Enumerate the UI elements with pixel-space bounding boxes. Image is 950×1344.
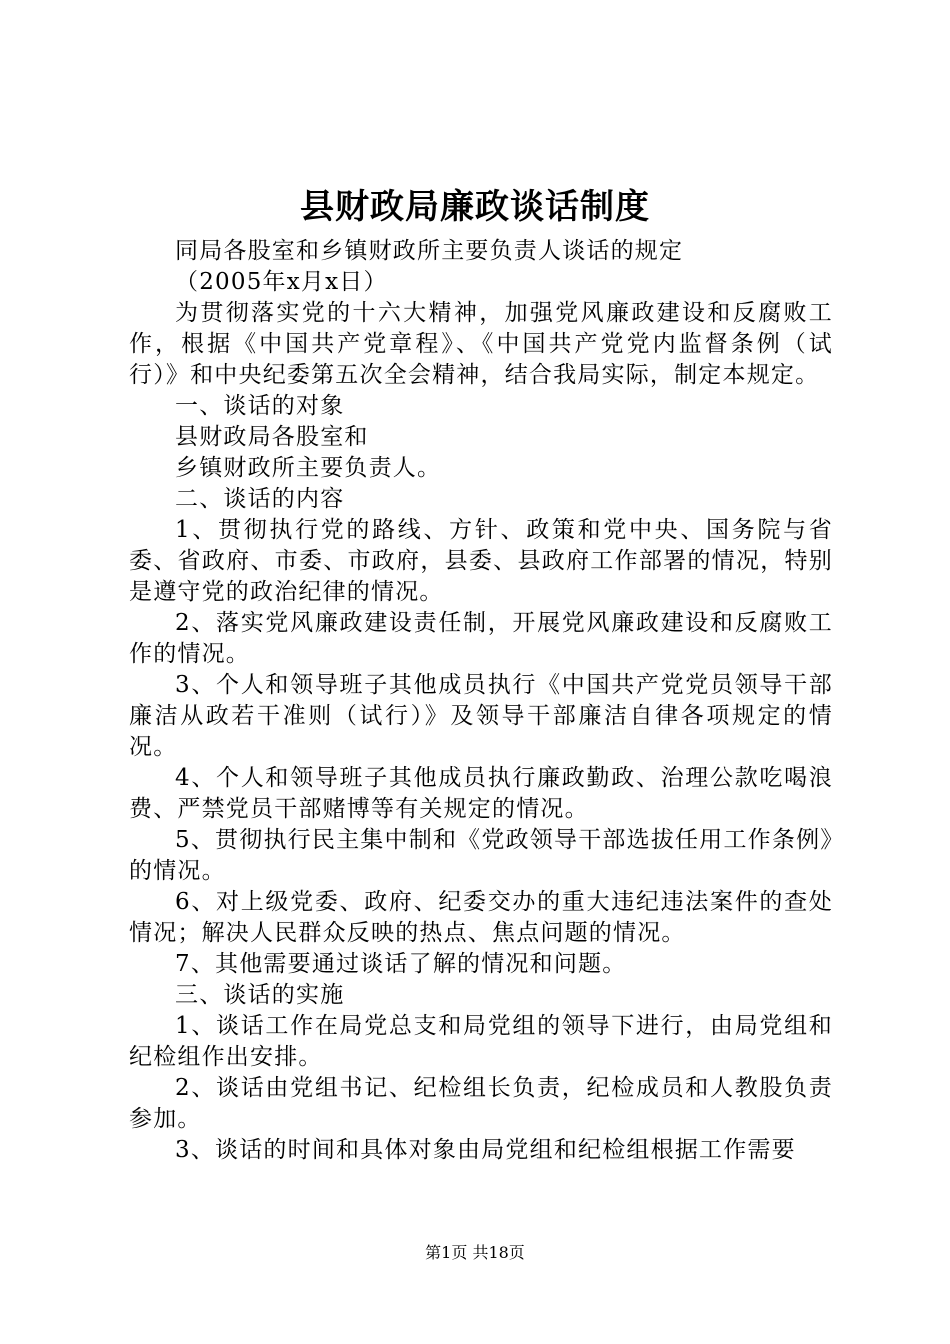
list-item: 7、其他需要通过谈话了解的情况和问题。 xyxy=(175,951,627,977)
list-item: 6、对上级党委、政府、纪委交办的重大违纪违法案件的查处情况；解决人民群众反映的热点、焦点问题的情况。 xyxy=(129,889,833,946)
document-body xyxy=(129,236,833,1166)
document-title: 县财政局廉政谈话制度 xyxy=(300,187,650,227)
list-item: 乡镇财政所主要负责人。 xyxy=(175,455,442,481)
section-heading: 一、谈话的对象 xyxy=(175,393,345,419)
page-number: 第1页 共18页 xyxy=(425,1243,525,1262)
list-item: 1、贯彻执行党的路线、方针、政策和党中央、国务院与省委、省政府、市委、市政府，县委、县政府工作部署的情况，特别是遵守党的政治纪律的情况。 xyxy=(129,517,833,605)
list-item: 5、贯彻执行民主集中制和《党政领导干部选拔任用工作条例》的情况。 xyxy=(129,827,833,884)
list-item: 1、谈话工作在局党总支和局党组的领导下进行，由局党组和纪检组作出安排。 xyxy=(129,1013,833,1070)
list-item: 2、谈话由党组书记、纪检组长负责，纪检成员和人教股负责参加。 xyxy=(129,1075,833,1132)
document-date: （2005年x月x日） xyxy=(175,269,388,295)
section-heading: 二、谈话的内容 xyxy=(175,486,345,512)
list-item: 4、个人和领导班子其他成员执行廉政勤政、治理公款吃喝浪费、严禁党员干部赌博等有关规定的情况。 xyxy=(129,765,833,822)
document-subtitle: 同局各股室和乡镇财政所主要负责人谈话的规定 xyxy=(175,238,684,264)
section-heading: 三、谈话的实施 xyxy=(175,982,345,1008)
list-item: 3、个人和领导班子其他成员执行《中国共产党党员领导干部廉洁从政若干准则（试行）》及领导干部廉洁自律各项规定的情况。 xyxy=(129,672,833,760)
list-item: 2、落实党风廉政建设责任制，开展党风廉政建设和反腐败工作的情况。 xyxy=(129,610,833,667)
list-item: 县财政局各股室和 xyxy=(175,424,369,450)
intro-paragraph: 为贯彻落实党的十六大精神，加强党风廉政建设和反腐败工作，根据《中国共产党章程》、《中国共产党党内监督条例（试行）》和中央纪委第五次全会精神，结合我局实际，制定本规定。 xyxy=(129,300,833,388)
list-item: 3、谈话的时间和具体对象由局党组和纪检组根据工作需要 xyxy=(175,1137,796,1163)
